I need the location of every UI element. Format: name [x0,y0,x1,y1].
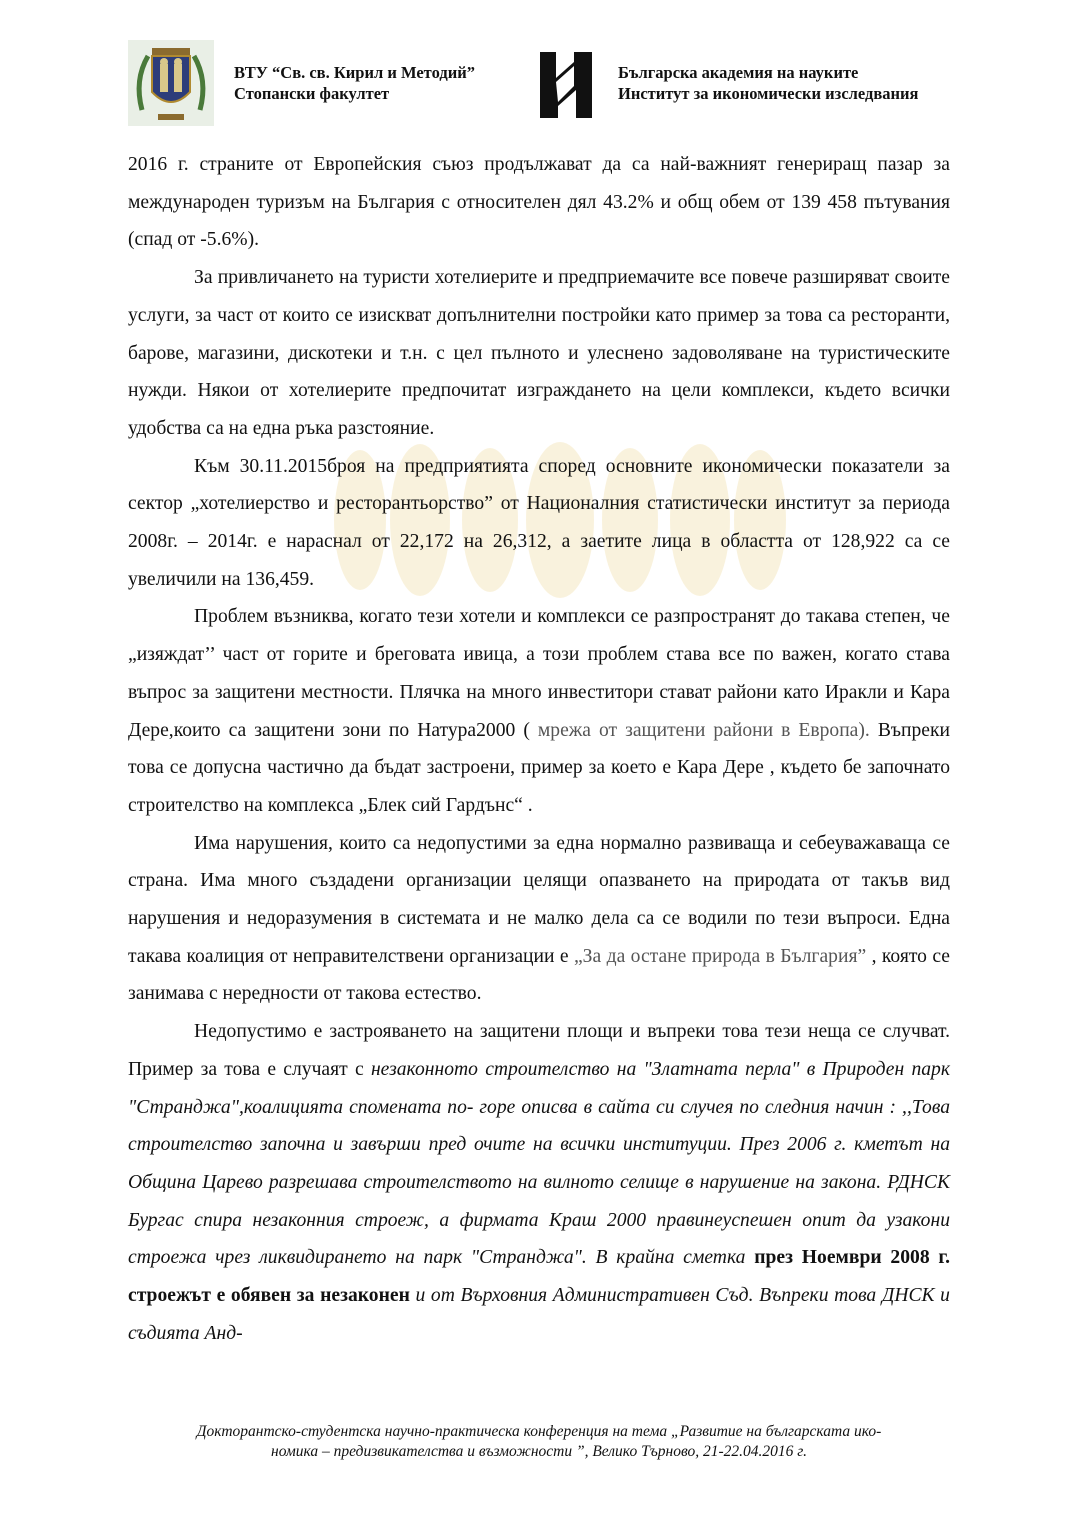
paragraph-5 [128,825,950,1014]
paragraph-5-rest: , която се занимава с нередности от такова естество. [128,945,950,1005]
quote-text: незаконното строителство на "Златната перла" в Природен парк "Странджа",коалицията споменатa по- горе описва в сайта си случея по следния начин : ,,Това строителство започна и завърши пред очите на всички институции. През 2006 г. кметът на Община Царево разрешава строителството на вилното селище в нарушение на закона. РДНСК Бургас спира незаконния строеж, а фирмата Краш 2000 правинеуспешен опит да узакони строежа чрез ликвидирането на парк "Странджа". В крайна сметка [128,1058,951,1269]
university-line-1: ВТУ “Св. св. Кирил и Методий” [234,63,475,82]
paragraph-4-rest: Въпреки това се допусна частично да бъдат застроени, пример за което е Кара Дере , където бе започнато строителство на комплекса „Блек сий Гардънс“ . [128,719,951,816]
paragraph-1: 2016 г. страните от Европейския съюз продължават да са най-важният генериращ пазар за международен туризъм на България с относителен дял 43.2% и общ обем от 139 458 пътувания (спад от -5.6%). [128,154,950,251]
footer-line-1: Докторантско-студентска научно-практическа конференция на тема „Развитие на българската ико- [196,1423,882,1440]
natura-note: мрежа от защитени райони в Европа). [529,719,870,741]
quote-bold: през Ноември 2008 г. строежът е обявен за незаконен [128,1247,950,1307]
paragraph-3: Към 30.11.2015броя на предприятията според основните икономически показатели за сектор „хотелиерство и ресторантьорство” от Националния статистически институт за периода 2008г. – 2014г. е нараснал от 22,172 на 26,312, а заетите лица в областта от 128,922 са се увеличили на 136,459. [128,455,950,590]
coalition-name: „За да остане природа в България” [573,945,867,967]
quote-continued: и от Върховния Административен Съд. Въпреки това ДНСК и съдията Анд- [128,1285,950,1344]
footer-line-2: номика – предизвикателства и възможности ”, Велико Търново, 21-22.04.2016 г. [271,1443,807,1460]
academy-line-2: Институт за икономически изследвания [618,84,919,103]
page-header [128,40,958,126]
paragraph-6 [128,1013,950,1352]
paragraph-4-text: Проблем възниква, когато тези хотели и комплекси се разпространят до такава степен, че „изяждат’’ част от горите и бреговата ивица, а този проблем става все по важен, когато става въпрос за защитени местности. Плячка на много инвеститори стават райони като Иракли и Кара Дере,които са защитени зони по Натура2000 ( [128,606,950,741]
page-footer [128,1422,950,1462]
paragraph-5-text: Има нарушения, които са недопустими за една нормално развиваща и себеуважаваща се страна. Има много създадени организации целящи опазването на природата от такъв вид нарушения и недоразумения в системата и не малко дела са се водили по тези въпроси. Една такава коалиция от неправителствени организации е [128,832,950,967]
university-name [234,62,475,104]
academy-line-1: Българска академия на науките [618,63,859,82]
academy-name [618,62,918,104]
paragraph-2: За привличането на туристи хотелиерите и предприемачите все повече разширяват своите услуги, за част от които се изискват допълнителни постройки като пример за това са ресторанти, барове, магазини, дискотеки и т.н. с цел пълното и улеснено задоволяване на туристическите нужди. Някои от хотелиерите предпочитат изграждането на цели комплекси, където всички удобства са на една ръка разстояние. [128,267,950,439]
university-crest-icon [128,40,214,126]
document-body [128,146,950,1353]
university-line-2: Стопански факултет [234,84,390,103]
paragraph-6-text: Недопустимо е застрояването на защитени площи и въпреки това тези неща се случват. Пример за това е случаят с [128,1021,950,1080]
paragraph-4 [128,598,950,824]
institute-logo-icon [536,48,596,120]
